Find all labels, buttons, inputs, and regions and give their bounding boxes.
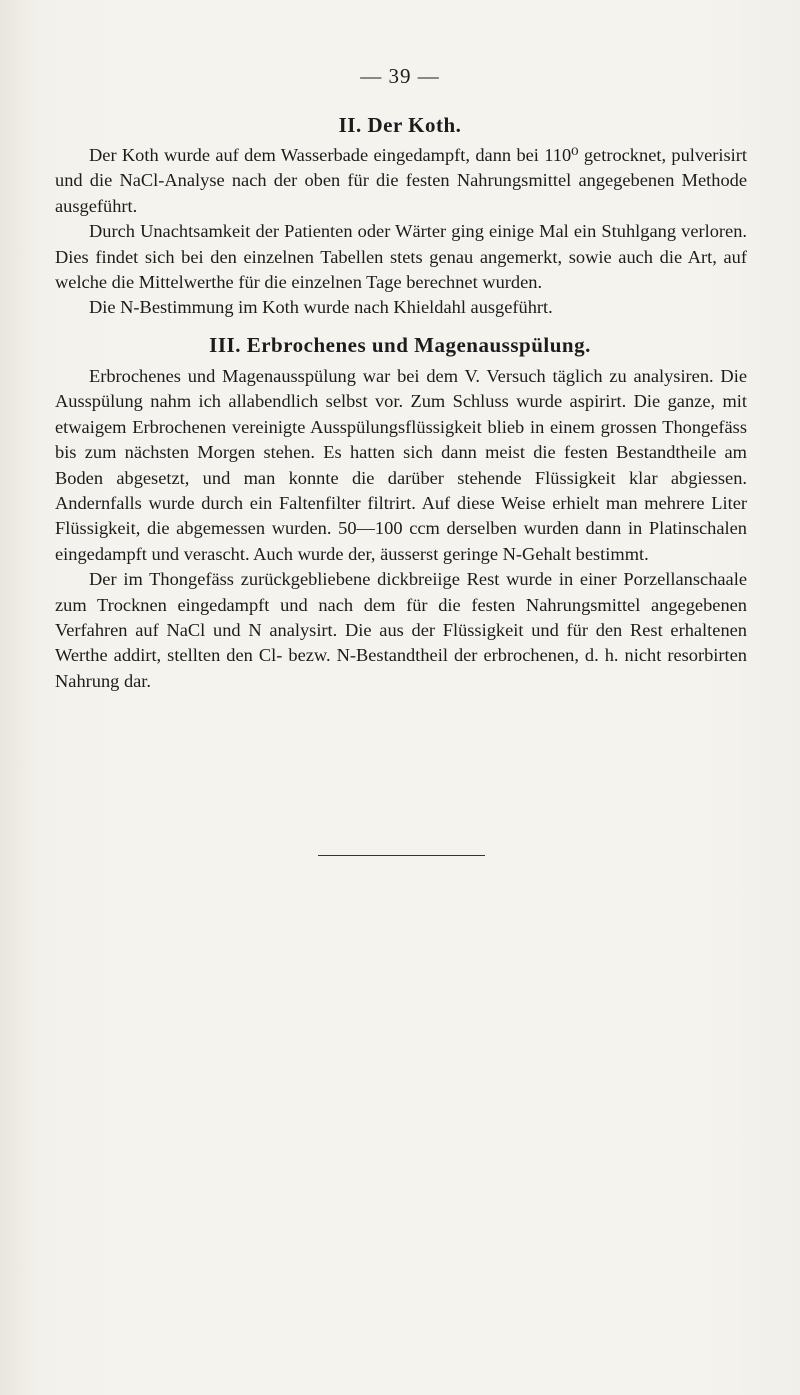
page-number: — 39 —: [360, 64, 440, 88]
section-heading-koth: II. Der Koth.: [338, 113, 462, 137]
section-body-erbrochenes: [55, 364, 747, 694]
paragraph: Erbrochenes und Magenausspülung war bei dem V. Versuch täglich zu analysiren. Die Ausspülung nahm ich allabendlich selbst vor. Zum Schluss wurde aspirirt. Die ganze, mit etwaigem Erbrochenen vereinigte Ausspülungsflüssigkeit blieb in einem grossen Thongefäss bis zum nächsten Morgen stehen. Es hatten sich dann meist die festen Bestandtheile am Boden abgesetzt, und man konnte die darüber stehende Flüssigkeit klar abgiessen. Andernfalls wurde durch ein Faltenfilter filtrirt. Auf diese Weise erhielt man mehrere Liter Flüssigkeit, die abgemessen wurden. 50—100 ccm derselben wurden dann in Platinschalen eingedampft und verascht. Auch wurde der, äusserst geringe N-Gehalt bestimmt.: [55, 366, 747, 564]
paragraph: Der Koth wurde auf dem Wasserbade eingedampft, dann bei 110⁰ getrocknet, pulverisirt und die NaCl-Analyse nach der oben für die festen Nahrungsmittel angegebenen Methode ausgeführt.: [55, 145, 747, 216]
section-body-koth: [55, 143, 747, 321]
section-heading-erbrochenes: III. Erbrochenes und Magenausspülung.: [209, 333, 591, 357]
paragraph: Durch Unachtsamkeit der Patienten oder Wärter ging einige Mal ein Stuhlgang verloren. Dies findet sich bei den einzelnen Tabellen stets genau angemerkt, sowie auch die Art, auf welche die Mittelwerthe für die einzelnen Tage berechnet wurden.: [55, 221, 747, 293]
separator-rule: [318, 855, 485, 856]
paragraph: Der im Thongefäss zurückgebliebene dickbreiige Rest wurde in einer Porzellanschaale zum Trocknen eingedampft und nach dem für die festen Nahrungsmittel angegebenen Verfahren auf NaCl und N analysirt. Die aus der Flüssigkeit und für den Rest erhaltenen Werthe addirt, stellten den Cl- bezw. N-Bestandtheil der erbrochenen, d. h. nicht resorbirten Nahrung dar.: [55, 569, 747, 691]
paragraph: Die N-Bestimmung im Koth wurde nach Khieldahl ausgeführt.: [89, 297, 553, 318]
